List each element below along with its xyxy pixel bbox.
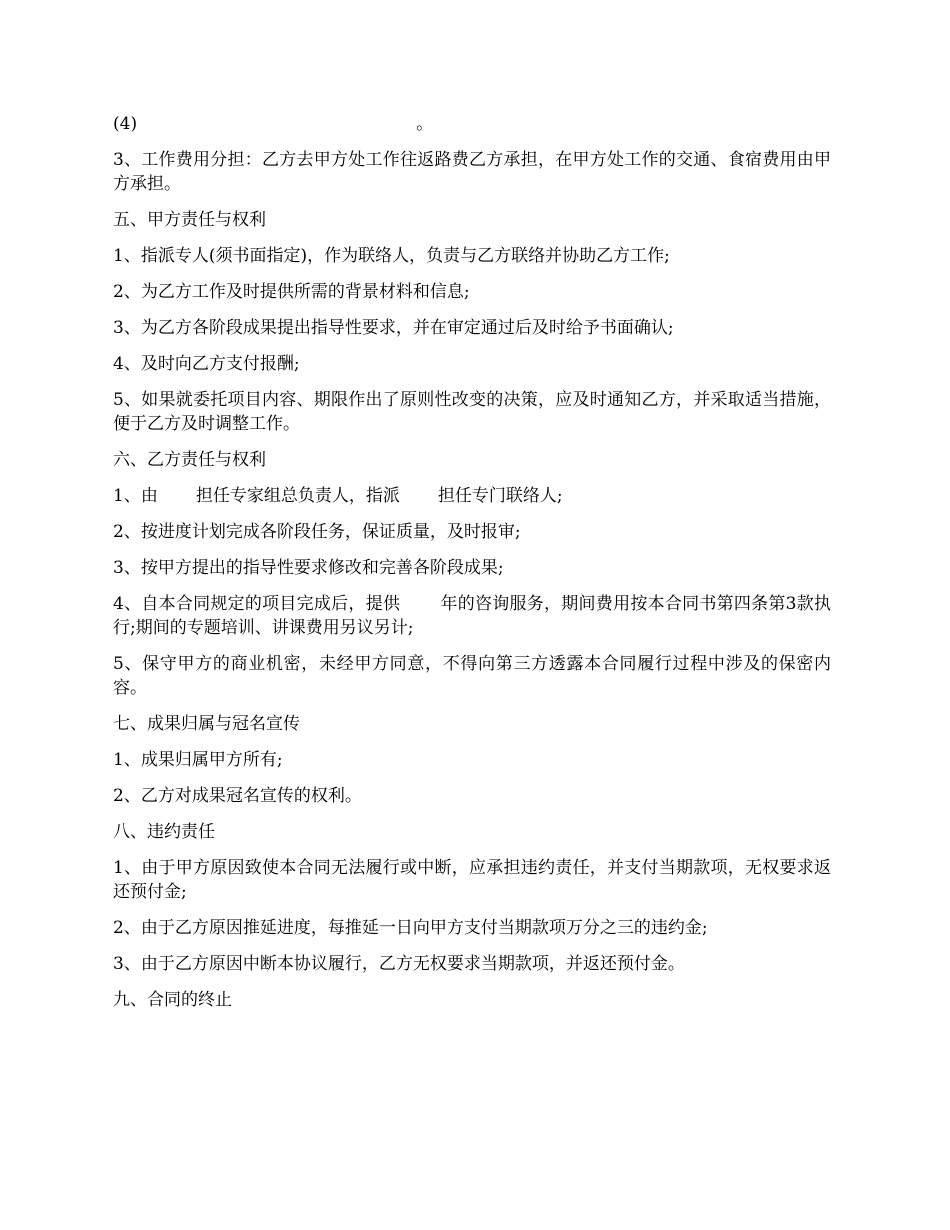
breach-item-2: 2、由于乙方原因推延进度，每推延一日向甲方支付当期款项万分之三的违约金; xyxy=(113,918,708,938)
section-heading-party-a-duties: 五、甲方责任与权利 xyxy=(113,210,266,230)
ownership-item-2: 2、乙方对成果冠名宣传的权利。 xyxy=(113,786,362,806)
party-a-duty-3: 3、为乙方各阶段成果提出指导性要求，并在审定通过后及时给予书面确认; xyxy=(113,318,674,338)
party-b-duty-4 xyxy=(113,592,831,640)
party-a-duty-4: 4、及时向乙方支付报酬; xyxy=(113,354,300,374)
party-a-duty-2: 2、为乙方工作及时提供所需的背景材料和信息; xyxy=(113,282,470,302)
section-heading-breach: 八、违约责任 xyxy=(113,822,215,842)
party-b-duty-2: 2、按进度计划完成各阶段任务，保证质量，及时报审; xyxy=(113,522,521,542)
item-4-fill-line xyxy=(113,112,831,136)
party-b-duty-1 xyxy=(113,484,831,508)
party-b-duty-3: 3、按甲方提出的指导性要求修改和完善各阶段成果; xyxy=(113,558,504,578)
party-b-duty-5: 5、保守甲方的商业机密，未经甲方同意，不得向第三方透露本合同履行过程中涉及的保密内容。 xyxy=(113,654,831,698)
party-b-duty-1-part-c: 担任专门联络人; xyxy=(437,486,563,506)
party-a-duty-5: 5、如果就委托项目内容、期限作出了原则性改变的决策，应及时通知乙方，并采取适当措施，便于乙方及时调整工作。 xyxy=(113,390,831,434)
clause-cost-sharing: 3、工作费用分担：乙方去甲方处工作往返路费乙方承担，在甲方处工作的交通、食宿费用由甲方承担。 xyxy=(113,150,831,194)
breach-item-1: 1、由于甲方原因致使本合同无法履行或中断，应承担违约责任，并支付当期款项，无权要求返还预付金; xyxy=(113,858,831,902)
breach-item-3: 3、由于乙方原因中断本协议履行，乙方无权要求当期款项，并返还预付金。 xyxy=(113,954,685,974)
ownership-item-1: 1、成果归属甲方所有; xyxy=(113,750,283,770)
party-b-duty-4-part-a: 4、自本合同规定的项目完成后，提供 xyxy=(113,594,401,614)
section-heading-party-b-duties: 六、乙方责任与权利 xyxy=(113,450,266,470)
party-b-duty-1-part-b: 担任专家组总负责人，指派 xyxy=(195,486,400,506)
party-b-duty-1-part-a: 1、由 xyxy=(113,486,158,506)
section-heading-ownership: 七、成果归属与冠名宣传 xyxy=(113,714,300,734)
item-4-number: (4) xyxy=(113,114,138,134)
item-4-period: 。 xyxy=(416,114,434,134)
party-b-duty-4-part-b: 年的咨询服务，期间费用按本合同书第四条第3款执行;期间的专题培训、讲课费用另议另计; xyxy=(113,594,831,638)
party-a-duty-1: 1、指派专人(须书面指定)，作为联络人，负责与乙方联络并协助乙方工作; xyxy=(113,246,670,266)
document-page xyxy=(113,112,831,1024)
section-heading-termination: 九、合同的终止 xyxy=(113,990,232,1010)
